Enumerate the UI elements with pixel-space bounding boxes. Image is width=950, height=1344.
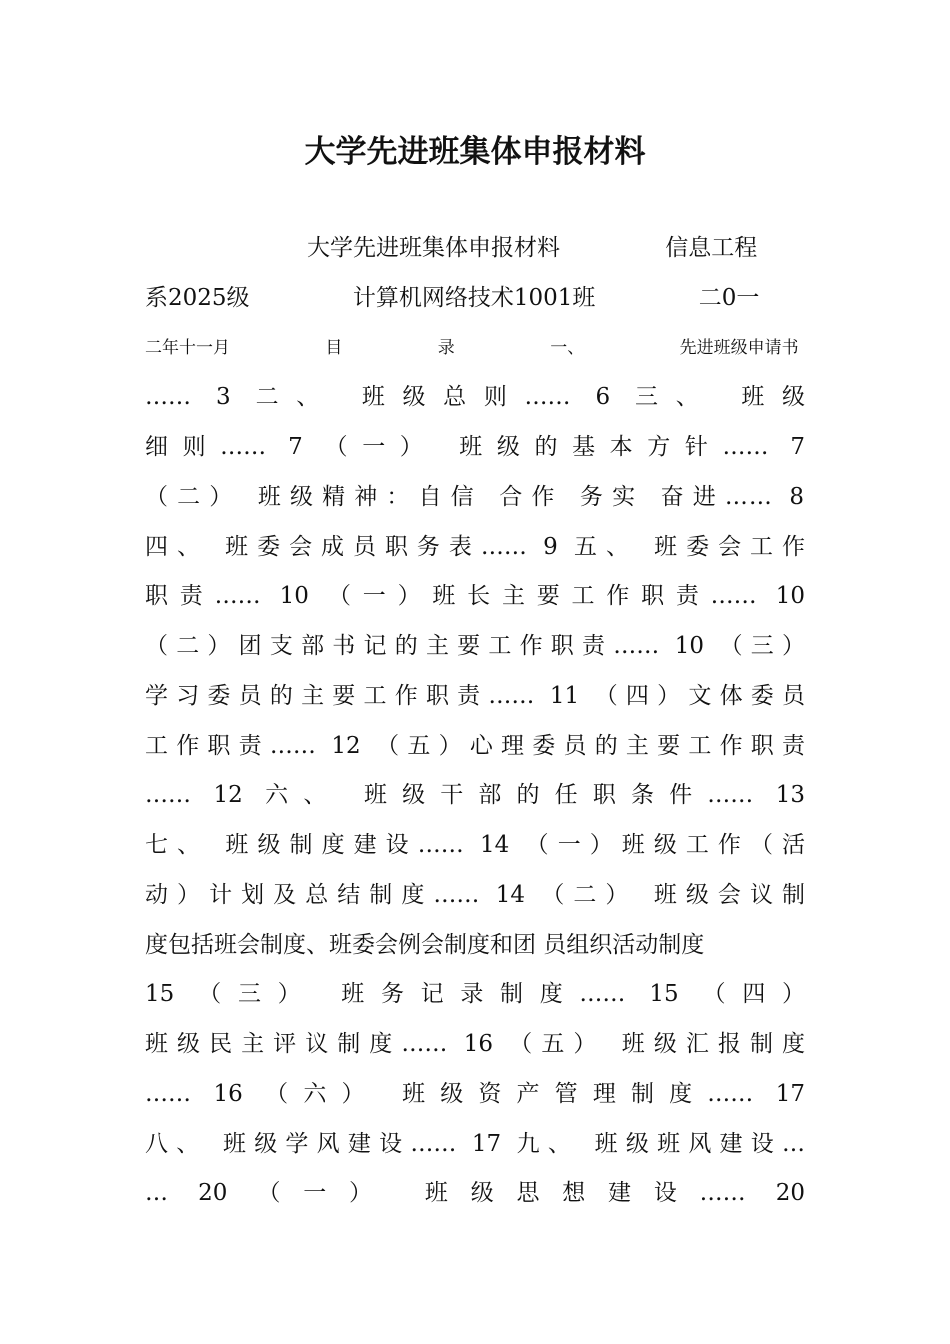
body-line: … 20 （一） 班级思想建设…… 20	[145, 1180, 805, 1207]
body-line: 四、 班委会成员职务表…… 9 五、 班委会工作	[145, 533, 805, 560]
body-line: 工作职责…… 12 （五）心理委员的主要工作职责	[145, 732, 805, 759]
body-line: 七、 班级制度建设…… 14 （一）班级工作（活	[145, 832, 805, 858]
body-line: 15 （三） 班务记录制度…… 15 （四）	[145, 981, 805, 1008]
body-line: 学习委员的主要工作职责…… 11 （四）文体委员	[145, 682, 805, 709]
body-line: …… 16 （六） 班级资产管理制度…… 17	[145, 1080, 805, 1107]
body-line: …… 12 六、 班级干部的任职条件…… 13	[145, 782, 805, 809]
body-line: 度包括班会制度、班委会例会制度和团 员组织活动制度	[145, 931, 705, 958]
body-line: 大学先进班集体申报材料 信息工程	[307, 235, 758, 261]
body-line: 细则…… 7 （一） 班级的基本方针…… 7	[145, 434, 805, 460]
document-body	[145, 224, 805, 1219]
body-line: 二年十一月 目 录 一、 先进班级申请书	[145, 337, 799, 358]
body-line: （二） 班级精神：自信 合作 务实 奋进…… 8	[145, 483, 805, 510]
body-line: 系2025级 计算机网络技术1001班 二0一	[145, 284, 760, 311]
body-line: 八、 班级学风建设…… 17 九、 班级班风建设…	[145, 1130, 805, 1157]
body-line: …… 3 二、 班级总则…… 6 三、 班级	[145, 384, 805, 411]
body-line: 班级民主评议制度…… 16 （五） 班级汇报制度	[145, 1031, 805, 1057]
body-line: 动）计划及总结制度…… 14 （二） 班级会议制	[145, 881, 805, 908]
document-title: 大学先进班集体申报材料	[304, 134, 646, 170]
body-line: （二）团支部书记的主要工作职责…… 10 （三）	[145, 633, 805, 659]
body-line: 职责…… 10 （一）班长主要工作职责…… 10	[145, 583, 805, 610]
